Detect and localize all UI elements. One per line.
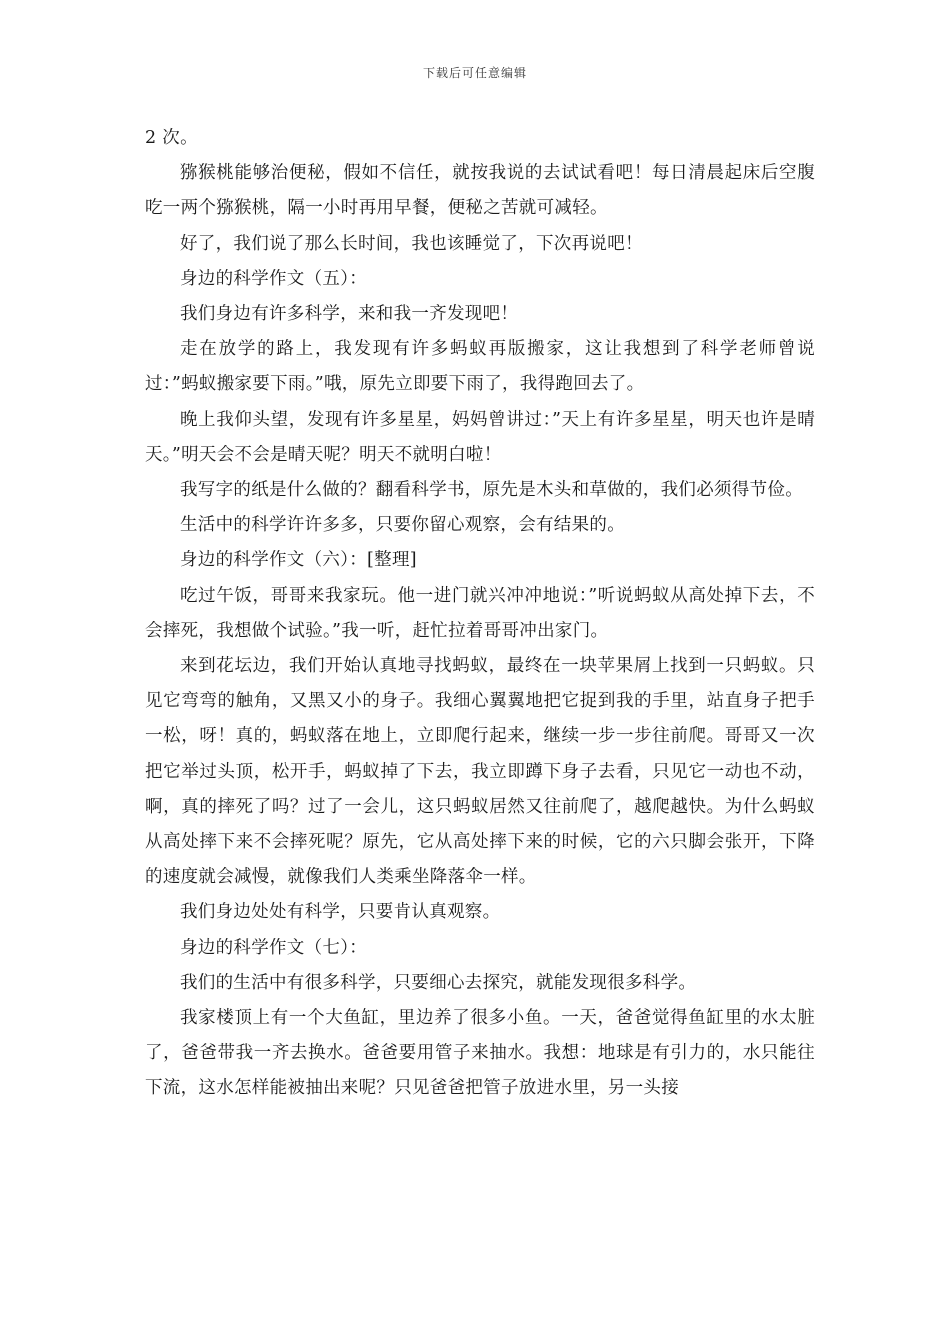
paragraph: 来到花坛边，我们开始认真地寻找蚂蚁，最终在一块苹果屑上找到一只蚂蚁。只见它弯弯的触角，又黑又小的身子。我细心翼翼地把它捉到我的手里，站直身子把手一松，呀！真的，蚂蚁落在地上，立即爬行起来，继续一步一步往前爬。哥哥又一次把它举过头顶，松开手，蚂蚁掉了下去，我立即蹲下身子去看，只见它一动也不动，啊，真的摔死了吗？过了一会儿，这只蚂蚁居然又往前爬了，越爬越快。为什么蚂蚁从高处摔下来不会摔死呢？原先，它从高处摔下来的时候，它的六只脚会张开，下降的速度就会减慢，就像我们人类乘坐降落伞一样。 [145,656,815,888]
page-header: 下载后可任意编辑 [422,66,527,80]
paragraph: 晚上我仰头望，发现有许多星星，妈妈曾讲过：”天上有许多星星，明天也许是晴天。”明天会不会是晴天呢？明天不就明白啦！ [145,409,815,465]
section-heading: 身边的科学作文（五）： [180,268,368,289]
paragraph: 走在放学的路上，我发现有许多蚂蚁再版搬家，这让我想到了科学老师曾说过：”蚂蚁搬家要下雨。”哦，原先立即要下雨了，我得跑回去了。 [145,339,815,395]
paragraph: 好了，我们说了那么长时间，我也该睡觉了，下次再说吧！ [180,233,643,254]
paragraph: 我写字的纸是什么做的？翻看科学书，原先是木头和草做的，我们必须得节俭。 [180,480,803,501]
paragraph: 生活中的科学许许多多，只要你留心观察，会有结果的。 [180,515,625,536]
paragraph: 我们身边有许多科学，来和我一齐发现吧！ [180,304,519,325]
paragraph: 吃过午饭，哥哥来我家玩。他一进门就兴冲冲地说：”听说蚂蚁从高处掉下去，不会摔死，我想做个试验。”我一听，赶忙拉着哥哥冲出家门。 [145,585,815,641]
paragraph: 2 次。 [145,128,198,148]
section-heading: 身边的科学作文（七）： [180,937,368,958]
document-body [145,121,815,1107]
section-heading: 身边的科学作文（六）：[整理] [180,550,417,571]
paragraph: 我们的生活中有很多科学，只要细心去探究，就能发现很多科学。 [180,972,697,993]
paragraph: 我家楼顶上有一个大鱼缸，里边养了很多小鱼。一天，爸爸觉得鱼缸里的水太脏了，爸爸带我一齐去换水。爸爸要用管子来抽水。我想：地球是有引力的，水只能往下流，这水怎样能被抽出来呢？只见爸爸把管子放进水里，另一头接 [145,1008,815,1099]
paragraph: 我们身边处处有科学，只要肯认真观察。 [180,902,501,923]
paragraph: 猕猴桃能够治便秘，假如不信任，就按我说的去试试看吧！每日清晨起床后空腹吃一两个猕猴桃，隔一小时再用早餐，便秘之苦就可减轻。 [145,163,815,219]
